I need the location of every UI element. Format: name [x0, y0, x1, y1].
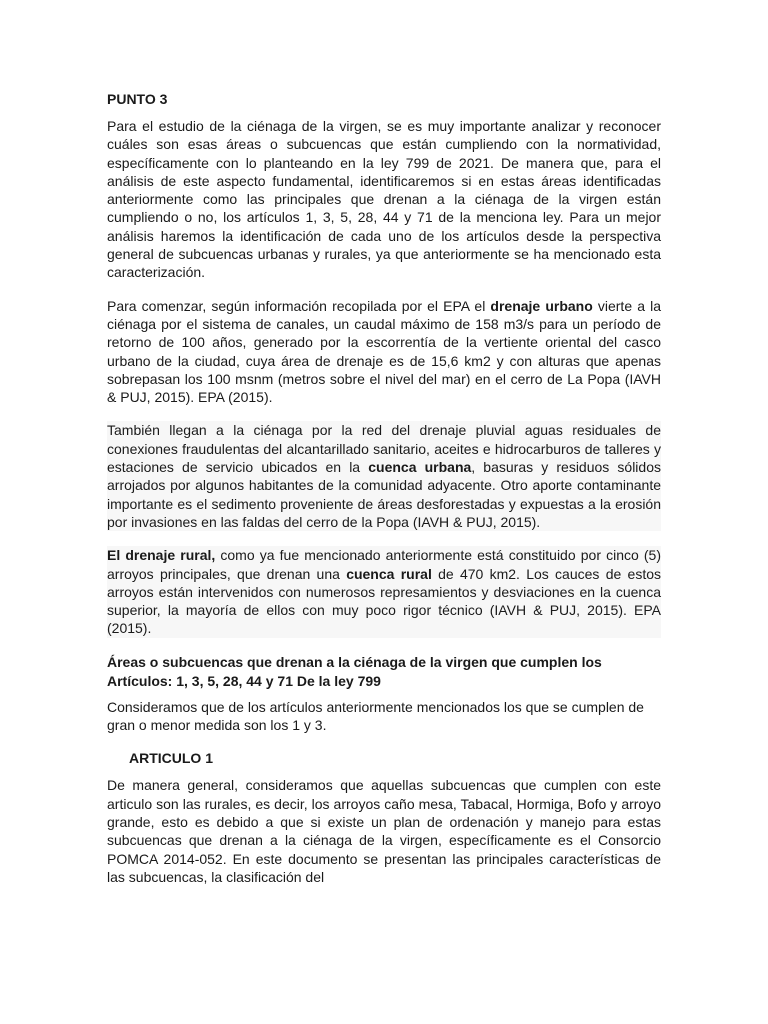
subsection-heading: Áreas o subcuencas que drenan a la ciénaga de la virgen que cumplen los Artículos: 1, 3, 5, 28, 44 y 71 De la ley 799 [107, 653, 602, 689]
bold-term-drenaje-urbano: drenaje urbano [490, 297, 593, 314]
paragraph-pollution-sources [107, 421, 661, 531]
bold-term-cuenca-rural: cuenca rural [346, 565, 432, 582]
paragraph-intro: Para el estudio de la ciénaga de la virgen, se es muy importante analizar y reconocer cuáles son esas áreas o subcuencas que están cumpliendo con la normatividad, específicamente con lo planteando en la ley 799 de 2021. De manera que, para el análisis de este aspecto fundamental, identificaremos si en estas áreas identificadas anteriormente como las principales que drenan a la ciénaga de la virgen están cumpliendo o no, los artículos 1, 3, 5, 28, 44 y 71 de la menciona ley. Para un mejor análisis haremos la identificación de cada uno de los artículos desde la perspectiva general de subcuencas urbanas y rurales, ya que anteriormente se ha mencionado esta caracterización. [107, 118, 661, 281]
paragraph-article-1: De manera general, consideramos que aquellas subcuencas que cumplen con este articulo son las rurales, es decir, los arroyos caño mesa, Tabacal, Hormiga, Bofo y arroyo grande, esto es debido a que si existe un plan de ordenación y manejo para estas subcuencas que drenan a la ciénaga de la virgen, específicamente es el Consorcio POMCA 2014-052. En este documento se presentan las principales características de las subcuencas, la clasificación del [107, 777, 661, 885]
paragraph-text: de 470 km2. Los cauces de estos arroyos están intervenidos con numerosos represamientos y desviaciones en la cuenca superior, la mayoría de ellos con muy poco rigor técnico (IAVH & PUJ, 2015). EPA (2015). [107, 565, 661, 637]
document-body [107, 90, 661, 901]
paragraph-text: , basuras y residuos sólidos arrojados por algunos habitantes de la comunidad adyacente. Otro aporte contaminante importante es el sedimento proveniente de áreas desforestadas y expuestas a la erosión por invasiones en las faldas del cerro de la Popa (IAVH & PUJ, 2015). [107, 459, 661, 530]
section-heading: PUNTO 3 [107, 91, 168, 107]
article-heading: ARTICULO 1 [129, 750, 213, 767]
paragraph-text: Para comenzar, según información recopilada por el EPA el [107, 297, 491, 314]
paragraph-text: como ya fue mencionado anteriormente está constituido por cinco (5) arroyos principales, que drenan una [107, 547, 661, 582]
paragraph-urban-drainage [107, 297, 661, 407]
paragraph-text: También llegan a la ciénaga por la red del drenaje pluvial aguas residuales de conexiones fraudulentas del alcantarillado sanitario, aceites e hidrocarburos de talleres y estaciones de servicio ubicados en la [107, 422, 661, 476]
paragraph-text: vierte a la ciénaga por el sistema de canales, un caudal máximo de 158 m3/s para un período de retorno de 100 años, generado por la escorrentía de la vertiente oriental del casco urbano de la ciudad, cuya área de drenaje es de 15,6 km2 y con alturas que apenas sobrepasan los 100 msnm (metros sobre el nivel del mar) en el cerro de La Popa (IAVH & PUJ, 2015). EPA (2015). [107, 297, 661, 406]
bold-term-drenaje-rural: El drenaje rural, [107, 547, 216, 564]
paragraph-articles-summary: Consideramos que de los artículos anteriormente mencionados los que se cumplen de gran o menor medida son los 1 y 3. [107, 698, 644, 734]
bold-term-cuenca-urbana: cuenca urbana [368, 459, 472, 476]
paragraph-rural-drainage [107, 546, 661, 637]
